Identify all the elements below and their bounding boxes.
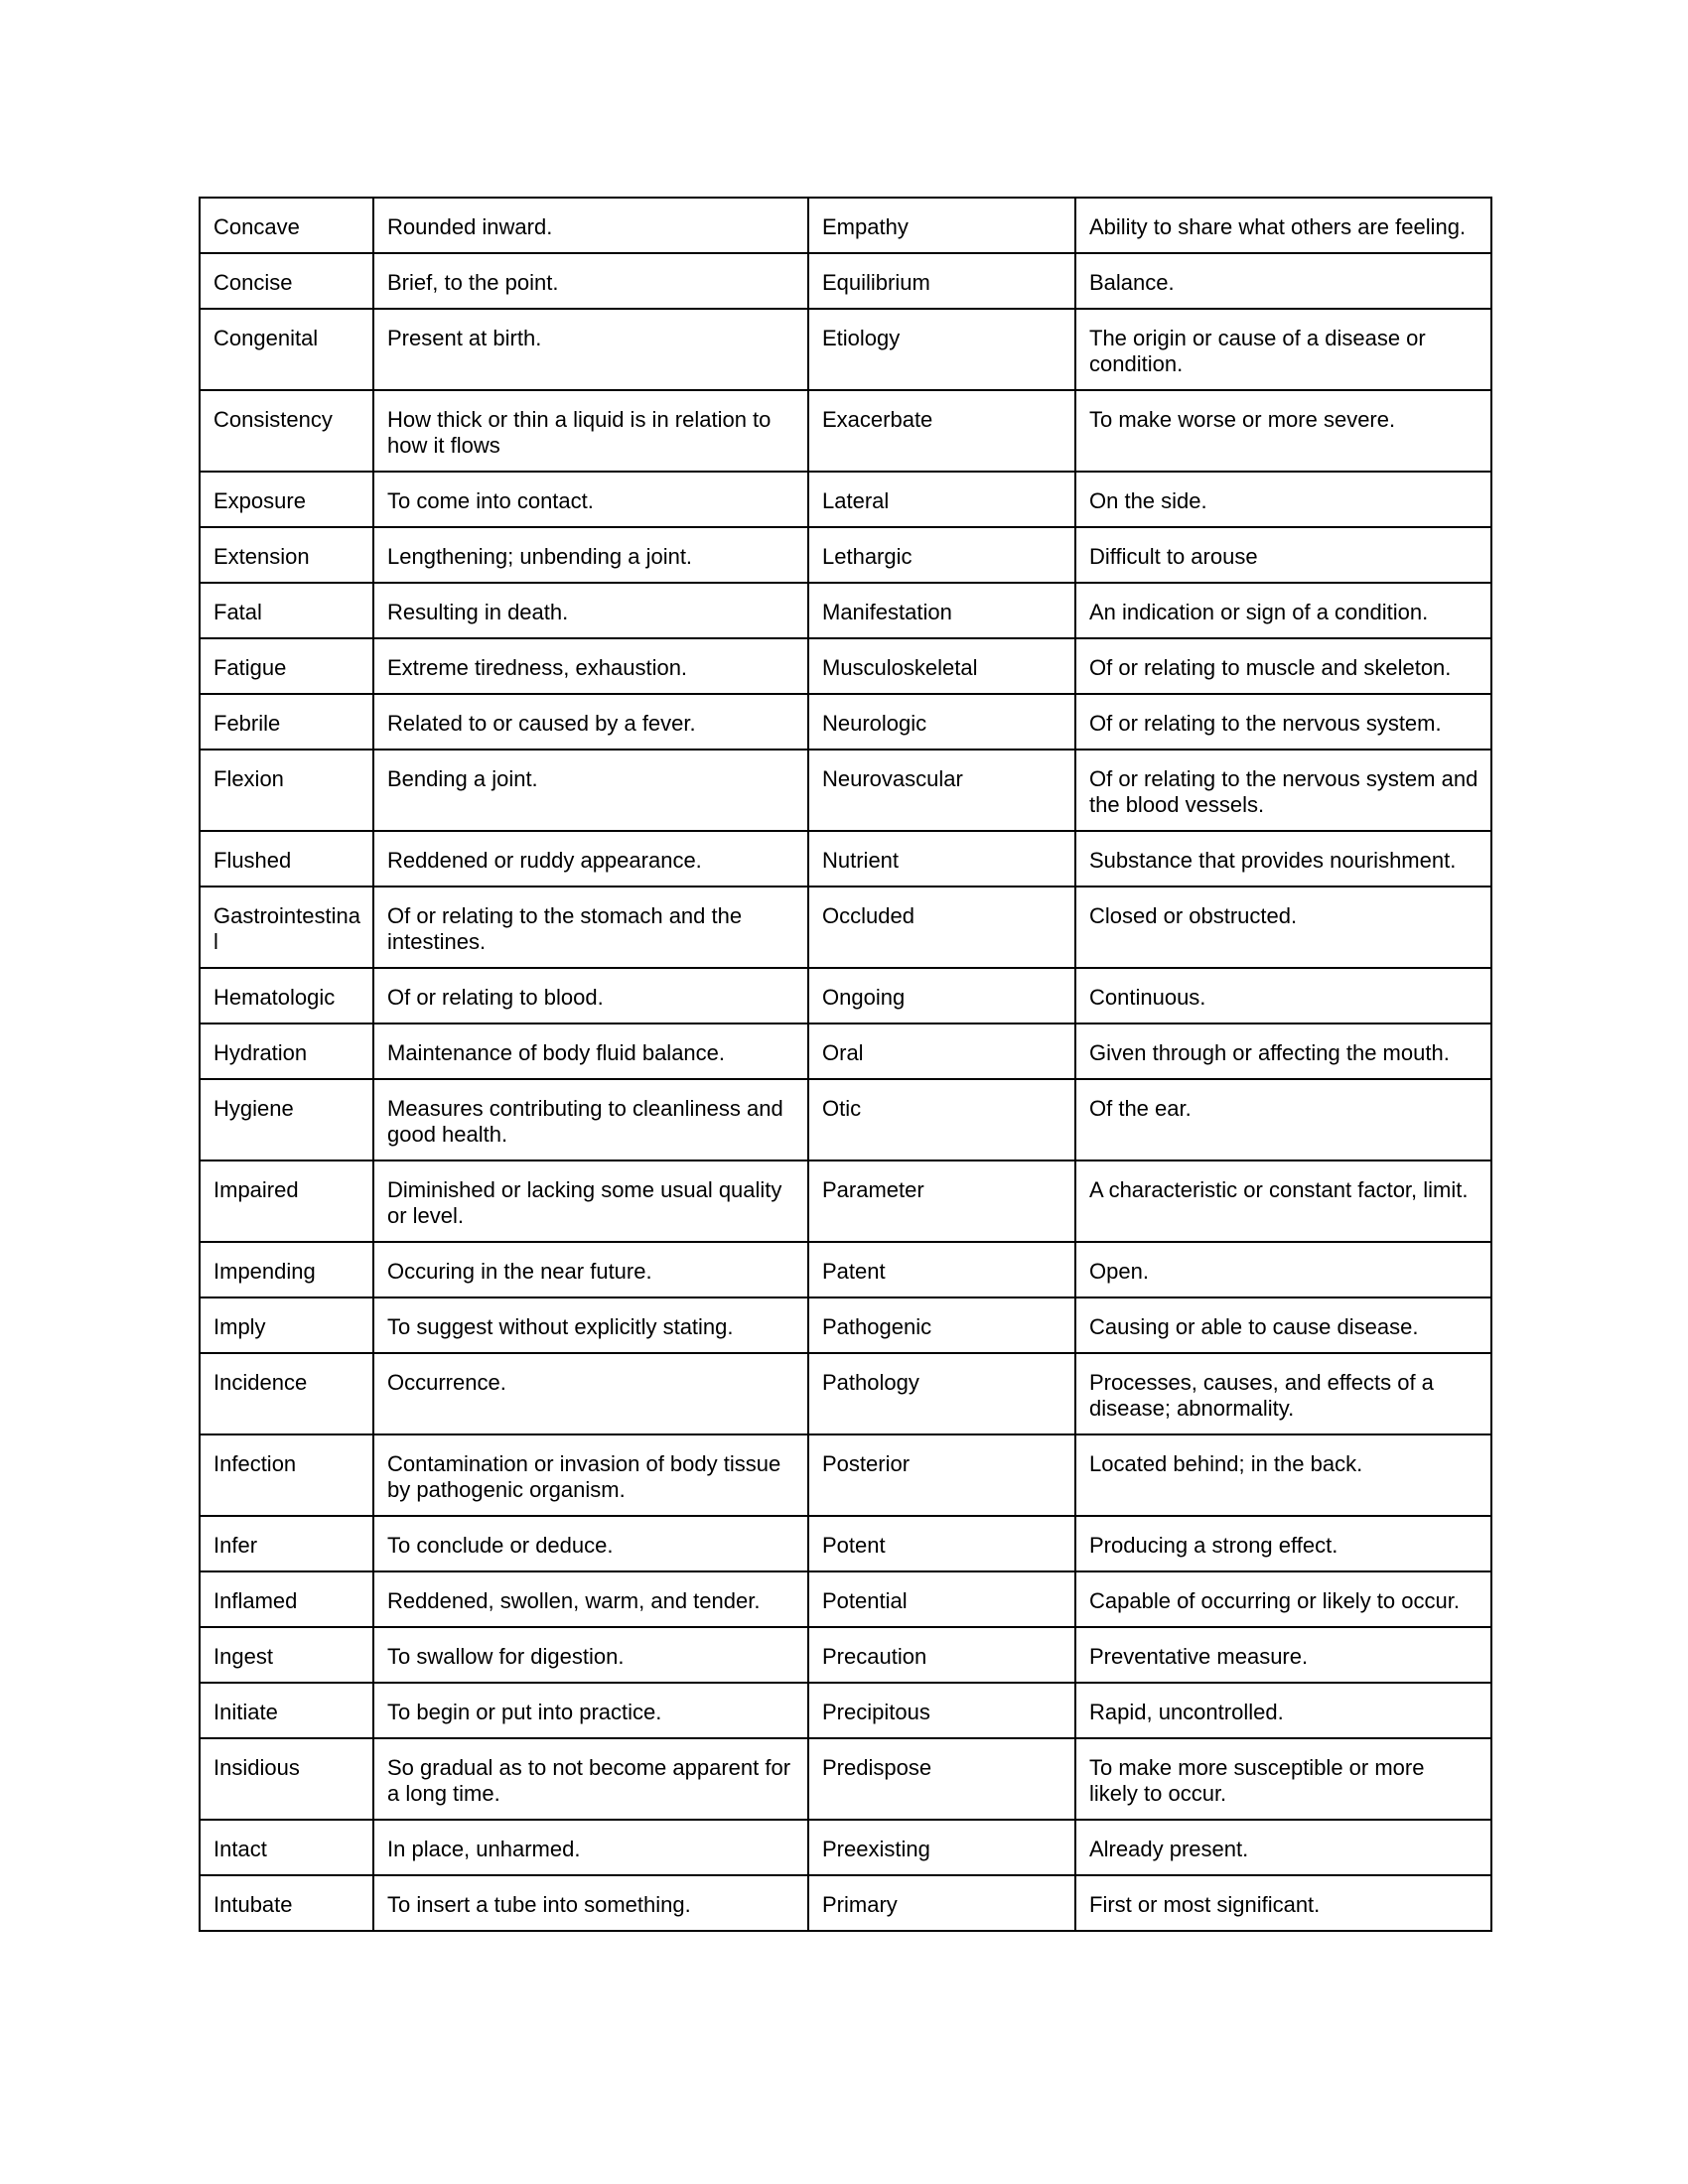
term-cell-left: Ingest (200, 1627, 373, 1683)
table-row (200, 1024, 1491, 1079)
term-cell-right: Empathy (808, 198, 1075, 253)
term-cell-right: Neurovascular (808, 750, 1075, 831)
term-cell-left: Initiate (200, 1683, 373, 1738)
definition-cell-right: On the side. (1075, 472, 1491, 527)
term-cell-left: Exposure (200, 472, 373, 527)
table-row (200, 750, 1491, 831)
term-cell-right: Neurologic (808, 694, 1075, 750)
definition-cell-right: The origin or cause of a disease or condition. (1075, 309, 1491, 390)
term-cell-left: Hematologic (200, 968, 373, 1024)
term-cell-right: Exacerbate (808, 390, 1075, 472)
term-cell-right: Pathology (808, 1353, 1075, 1434)
table-row (200, 1079, 1491, 1160)
term-cell-left: Infection (200, 1434, 373, 1516)
definition-cell-right: Causing or able to cause disease. (1075, 1297, 1491, 1353)
term-cell-right: Precipitous (808, 1683, 1075, 1738)
definition-cell-left: To insert a tube into something. (373, 1875, 808, 1931)
definition-cell-right: Preventative measure. (1075, 1627, 1491, 1683)
table-row (200, 694, 1491, 750)
term-cell-left: Impending (200, 1242, 373, 1297)
definition-cell-right: Processes, causes, and effects of a disease; abnormality. (1075, 1353, 1491, 1434)
table-row (200, 1242, 1491, 1297)
definition-cell-right: Given through or affecting the mouth. (1075, 1024, 1491, 1079)
term-cell-left: Gastrointestinal (200, 887, 373, 968)
term-cell-right: Manifestation (808, 583, 1075, 638)
definition-cell-right: Difficult to arouse (1075, 527, 1491, 583)
definition-cell-left: Brief, to the point. (373, 253, 808, 309)
term-cell-right: Ongoing (808, 968, 1075, 1024)
term-cell-left: Infer (200, 1516, 373, 1571)
definition-cell-left: Occurrence. (373, 1353, 808, 1434)
term-cell-right: Preexisting (808, 1820, 1075, 1875)
term-cell-left: Incidence (200, 1353, 373, 1434)
definition-cell-right: Capable of occurring or likely to occur. (1075, 1571, 1491, 1627)
table-row (200, 472, 1491, 527)
definition-cell-left: Of or relating to the stomach and the intestines. (373, 887, 808, 968)
glossary-body (200, 198, 1491, 1931)
definition-cell-right: Substance that provides nourishment. (1075, 831, 1491, 887)
term-cell-left: Extension (200, 527, 373, 583)
definition-cell-left: Bending a joint. (373, 750, 808, 831)
term-cell-left: Concave (200, 198, 373, 253)
definition-cell-right: Of or relating to the nervous system. (1075, 694, 1491, 750)
definition-cell-right: Closed or obstructed. (1075, 887, 1491, 968)
definition-cell-right: First or most significant. (1075, 1875, 1491, 1931)
term-cell-left: Fatigue (200, 638, 373, 694)
term-cell-left: Intubate (200, 1875, 373, 1931)
term-cell-left: Congenital (200, 309, 373, 390)
definition-cell-left: Of or relating to blood. (373, 968, 808, 1024)
definition-cell-left: Reddened, swollen, warm, and tender. (373, 1571, 808, 1627)
term-cell-right: Potent (808, 1516, 1075, 1571)
definition-cell-left: Related to or caused by a fever. (373, 694, 808, 750)
table-row (200, 831, 1491, 887)
term-cell-left: Impaired (200, 1160, 373, 1242)
definition-cell-left: To conclude or deduce. (373, 1516, 808, 1571)
glossary-table (199, 197, 1492, 1932)
definition-cell-left: Resulting in death. (373, 583, 808, 638)
definition-cell-left: To swallow for digestion. (373, 1627, 808, 1683)
term-cell-right: Pathogenic (808, 1297, 1075, 1353)
table-row (200, 198, 1491, 253)
table-row (200, 1160, 1491, 1242)
term-cell-right: Lethargic (808, 527, 1075, 583)
table-row (200, 583, 1491, 638)
definition-cell-left: To come into contact. (373, 472, 808, 527)
definition-cell-right: Continuous. (1075, 968, 1491, 1024)
term-cell-left: Imply (200, 1297, 373, 1353)
definition-cell-left: Lengthening; unbending a joint. (373, 527, 808, 583)
term-cell-right: Musculoskeletal (808, 638, 1075, 694)
definition-cell-left: Occuring in the near future. (373, 1242, 808, 1297)
table-row (200, 1434, 1491, 1516)
term-cell-right: Predispose (808, 1738, 1075, 1820)
definition-cell-left: Present at birth. (373, 309, 808, 390)
term-cell-left: Concise (200, 253, 373, 309)
definition-cell-left: Rounded inward. (373, 198, 808, 253)
definition-cell-left: Extreme tiredness, exhaustion. (373, 638, 808, 694)
definition-cell-right: Located behind; in the back. (1075, 1434, 1491, 1516)
table-row (200, 1627, 1491, 1683)
definition-cell-right: An indication or sign of a condition. (1075, 583, 1491, 638)
table-row (200, 1516, 1491, 1571)
table-row (200, 1297, 1491, 1353)
definition-cell-left: Diminished or lacking some usual quality or level. (373, 1160, 808, 1242)
table-row (200, 309, 1491, 390)
definition-cell-left: Measures contributing to cleanliness and good health. (373, 1079, 808, 1160)
definition-cell-right: Of the ear. (1075, 1079, 1491, 1160)
definition-cell-left: Reddened or ruddy appearance. (373, 831, 808, 887)
definition-cell-left: Contamination or invasion of body tissue by pathogenic organism. (373, 1434, 808, 1516)
term-cell-right: Otic (808, 1079, 1075, 1160)
definition-cell-right: Ability to share what others are feeling. (1075, 198, 1491, 253)
definition-cell-right: A characteristic or constant factor, limit. (1075, 1160, 1491, 1242)
table-row (200, 887, 1491, 968)
definition-cell-left: How thick or thin a liquid is in relation to how it flows (373, 390, 808, 472)
table-row (200, 390, 1491, 472)
term-cell-right: Equilibrium (808, 253, 1075, 309)
definition-cell-right: Of or relating to muscle and skeleton. (1075, 638, 1491, 694)
term-cell-left: Hydration (200, 1024, 373, 1079)
term-cell-left: Fatal (200, 583, 373, 638)
table-row (200, 1738, 1491, 1820)
table-row (200, 1820, 1491, 1875)
term-cell-left: Flushed (200, 831, 373, 887)
definition-cell-right: Of or relating to the nervous system and the blood vessels. (1075, 750, 1491, 831)
term-cell-right: Occluded (808, 887, 1075, 968)
definition-cell-right: To make worse or more severe. (1075, 390, 1491, 472)
term-cell-right: Oral (808, 1024, 1075, 1079)
table-row (200, 253, 1491, 309)
term-cell-right: Parameter (808, 1160, 1075, 1242)
term-cell-left: Febrile (200, 694, 373, 750)
definition-cell-left: To begin or put into practice. (373, 1683, 808, 1738)
term-cell-right: Potential (808, 1571, 1075, 1627)
term-cell-right: Patent (808, 1242, 1075, 1297)
term-cell-right: Primary (808, 1875, 1075, 1931)
table-row (200, 638, 1491, 694)
table-row (200, 527, 1491, 583)
term-cell-right: Nutrient (808, 831, 1075, 887)
term-cell-left: Insidious (200, 1738, 373, 1820)
table-row (200, 1353, 1491, 1434)
definition-cell-right: Rapid, uncontrolled. (1075, 1683, 1491, 1738)
term-cell-left: Inflamed (200, 1571, 373, 1627)
definition-cell-right: Balance. (1075, 253, 1491, 309)
definition-cell-left: In place, unharmed. (373, 1820, 808, 1875)
table-row (200, 1875, 1491, 1931)
term-cell-right: Lateral (808, 472, 1075, 527)
term-cell-right: Posterior (808, 1434, 1075, 1516)
definition-cell-right: Producing a strong effect. (1075, 1516, 1491, 1571)
definition-cell-right: To make more susceptible or more likely to occur. (1075, 1738, 1491, 1820)
term-cell-right: Precaution (808, 1627, 1075, 1683)
definition-cell-left: To suggest without explicitly stating. (373, 1297, 808, 1353)
definition-cell-right: Already present. (1075, 1820, 1491, 1875)
definition-cell-right: Open. (1075, 1242, 1491, 1297)
table-row (200, 1683, 1491, 1738)
table-row (200, 968, 1491, 1024)
table-row (200, 1571, 1491, 1627)
term-cell-left: Flexion (200, 750, 373, 831)
definition-cell-left: Maintenance of body fluid balance. (373, 1024, 808, 1079)
term-cell-left: Intact (200, 1820, 373, 1875)
definition-cell-left: So gradual as to not become apparent for a long time. (373, 1738, 808, 1820)
term-cell-right: Etiology (808, 309, 1075, 390)
term-cell-left: Hygiene (200, 1079, 373, 1160)
term-cell-left: Consistency (200, 390, 373, 472)
